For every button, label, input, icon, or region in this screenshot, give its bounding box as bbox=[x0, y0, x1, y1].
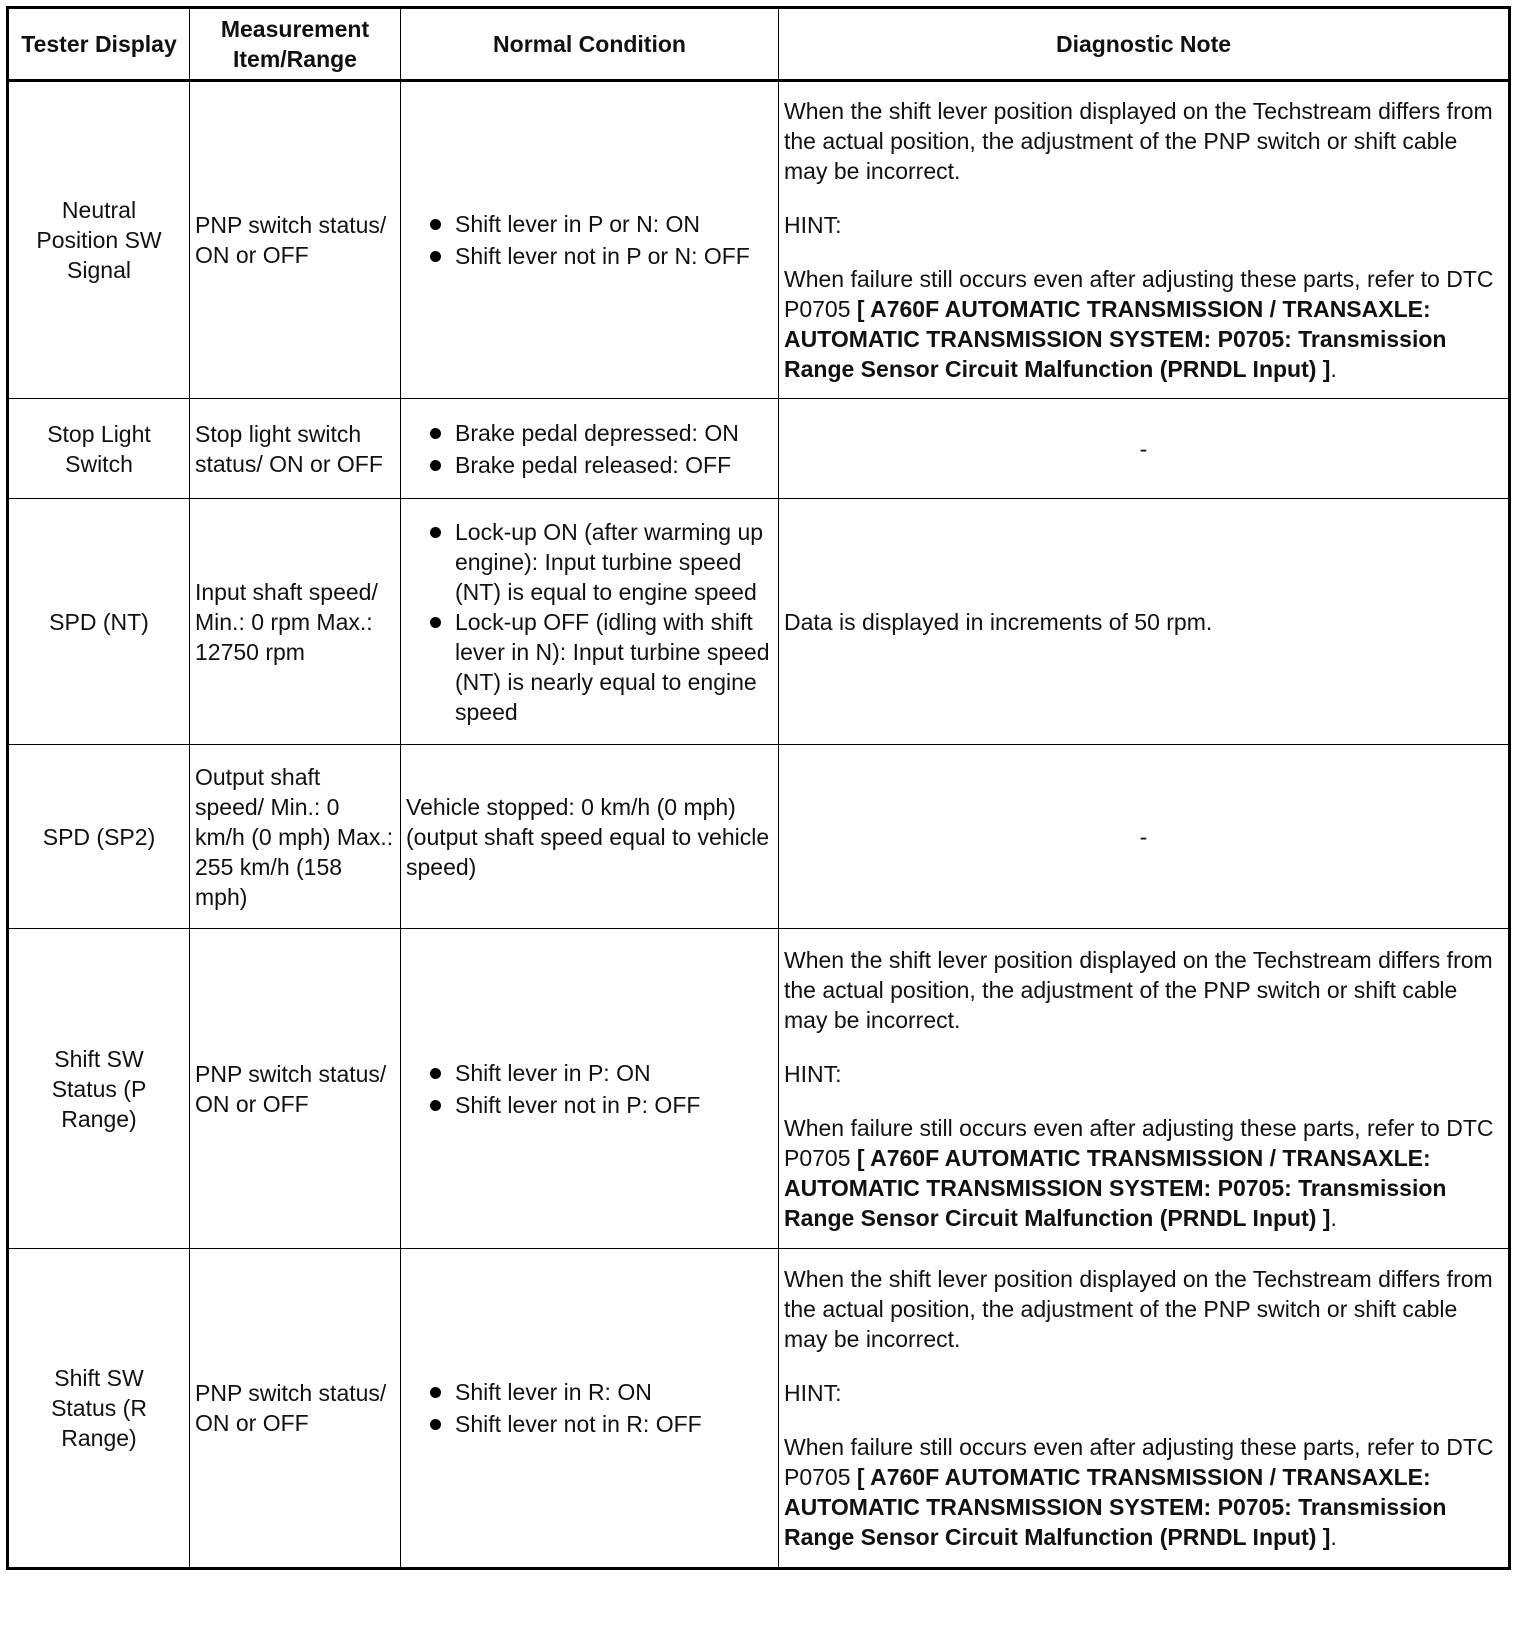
list-item: Lock-up ON (after warming up engine): Input turbine speed (NT) is equal to engine speed bbox=[406, 517, 773, 607]
measurement-cell: Output shaft speed/ Min.: 0 km/h (0 mph) Max.: 255 km/h (158 mph) bbox=[190, 745, 401, 929]
note-paragraph bbox=[784, 264, 1503, 384]
note-paragraph: When the shift lever position displayed on the Techstream differs from the actual position, the adjustment of the PNP switch or shift cable may be incorrect. bbox=[784, 1266, 1493, 1352]
note-text: When failure still occurs even after adjusting these parts, refer to DTC P0705 bbox=[784, 266, 1494, 322]
header-normal-condition: Normal Condition bbox=[401, 8, 779, 81]
hint-label: HINT: bbox=[784, 1380, 842, 1406]
note-text: . bbox=[1330, 1204, 1337, 1231]
diagnostic-note-cell: Data is displayed in increments of 50 rpm. bbox=[779, 499, 1510, 745]
dtc-reference-link[interactable]: [ A760F AUTOMATIC TRANSMISSION / TRANSAXLE: AUTOMATIC TRANSMISSION SYSTEM: P0705: Transmission Range Sensor Circuit Malfunction (PRNDL Input) ] bbox=[784, 1464, 1447, 1550]
list-item: Shift lever in P: ON bbox=[406, 1058, 773, 1088]
table-row bbox=[8, 929, 1510, 1249]
tester-display-cell: Neutral Position SW Signal bbox=[8, 81, 190, 399]
note-paragraph: When the shift lever position displayed on the Techstream differs from the actual position, the adjustment of the PNP switch or shift cable may be incorrect. bbox=[784, 946, 1493, 1033]
note-paragraph bbox=[784, 1113, 1503, 1233]
measurement-cell: PNP switch status/ ON or OFF bbox=[190, 929, 401, 1249]
header-diagnostic-note: Diagnostic Note bbox=[779, 8, 1510, 81]
data-list-table bbox=[6, 6, 1511, 1570]
note-paragraph bbox=[784, 1432, 1503, 1552]
tester-display-cell: SPD (SP2) bbox=[8, 745, 190, 929]
table-row bbox=[8, 1249, 1510, 1569]
measurement-cell: Input shaft speed/ Min.: 0 rpm Max.: 12750 rpm bbox=[190, 499, 401, 745]
diagnostic-note-cell: - bbox=[779, 745, 1510, 929]
list-item: Shift lever not in P or N: OFF bbox=[406, 241, 773, 271]
note-text: . bbox=[1330, 1524, 1337, 1550]
diagnostic-note-cell bbox=[779, 1249, 1510, 1569]
measurement-cell: PNP switch status/ ON or OFF bbox=[190, 1249, 401, 1569]
normal-condition-cell: Vehicle stopped: 0 km/h (0 mph) (output shaft speed equal to vehicle speed) bbox=[401, 745, 779, 929]
normal-condition-cell bbox=[401, 499, 779, 745]
table-row bbox=[8, 745, 1510, 929]
hint-label: HINT: bbox=[784, 212, 842, 238]
dtc-reference-link[interactable]: [ A760F AUTOMATIC TRANSMISSION / TRANSAXLE: AUTOMATIC TRANSMISSION SYSTEM: P0705: Transmission Range Sensor Circuit Malfunction (PRNDL Input) ] bbox=[784, 296, 1447, 382]
measurement-cell: Stop light switch status/ ON or OFF bbox=[190, 399, 401, 499]
list-item: Shift lever not in P: OFF bbox=[406, 1090, 773, 1120]
list-item: Shift lever not in R: OFF bbox=[406, 1409, 773, 1439]
dtc-reference-link[interactable]: [ A760F AUTOMATIC TRANSMISSION / TRANSAXLE: AUTOMATIC TRANSMISSION SYSTEM: P0705: Transmission Range Sensor Circuit Malfunction (PRNDL Input) ] bbox=[784, 1144, 1447, 1231]
note-text: When failure still occurs even after adjusting these parts, refer to DTC P0705 bbox=[784, 1434, 1494, 1490]
measurement-cell: PNP switch status/ ON or OFF bbox=[190, 81, 401, 399]
diagnostic-note-cell bbox=[779, 929, 1510, 1249]
note-text: . bbox=[1330, 356, 1337, 382]
list-item: Shift lever in P or N: ON bbox=[406, 209, 773, 239]
table-row bbox=[8, 399, 1510, 499]
hint-label: HINT: bbox=[784, 1060, 842, 1087]
list-item: Brake pedal released: OFF bbox=[406, 450, 773, 480]
header-tester-display: Tester Display bbox=[8, 8, 190, 81]
table-row bbox=[8, 499, 1510, 745]
header-row bbox=[8, 8, 1510, 81]
note-paragraph: When the shift lever position displayed on the Techstream differs from the actual position, the adjustment of the PNP switch or shift cable may be incorrect. bbox=[784, 98, 1493, 184]
tester-display-cell: Shift SW Status (P Range) bbox=[8, 929, 190, 1249]
tester-display-cell: Shift SW Status (R Range) bbox=[8, 1249, 190, 1569]
diagnostic-note-cell: - bbox=[779, 399, 1510, 499]
note-text: When failure still occurs even after adjusting these parts, refer to DTC P0705 bbox=[784, 1114, 1494, 1171]
header-measurement: Measurement Item/Range bbox=[190, 8, 401, 81]
tester-display-cell: SPD (NT) bbox=[8, 499, 190, 745]
table-row bbox=[8, 81, 1510, 399]
list-item: Brake pedal depressed: ON bbox=[406, 418, 773, 448]
normal-condition-cell bbox=[401, 929, 779, 1249]
normal-condition-cell bbox=[401, 399, 779, 499]
normal-condition-cell bbox=[401, 81, 779, 399]
normal-condition-cell bbox=[401, 1249, 779, 1569]
tester-display-cell: Stop Light Switch bbox=[8, 399, 190, 499]
list-item: Lock-up OFF (idling with shift lever in N): Input turbine speed (NT) is nearly equal to engine speed bbox=[406, 607, 773, 727]
diagnostic-note-cell bbox=[779, 81, 1510, 399]
list-item: Shift lever in R: ON bbox=[406, 1377, 773, 1407]
